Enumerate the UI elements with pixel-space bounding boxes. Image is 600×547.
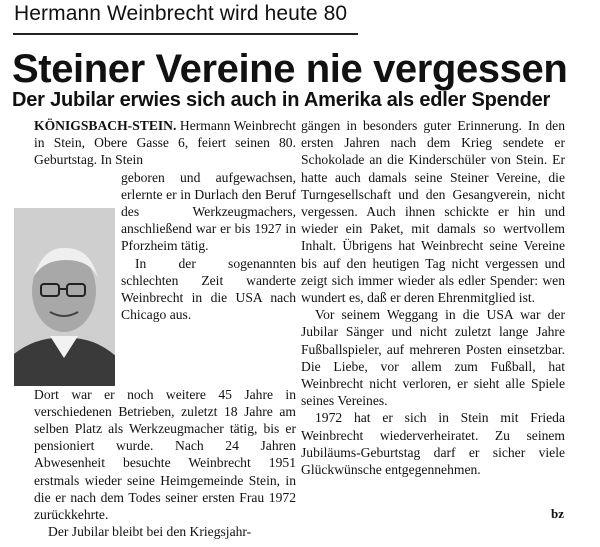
left-p1-wrap: geboren und aufgewachsen, erlernte er in Durlach den Beruf des Werkzeugmachers, anschließend war er bis 1927 in Pforzheim tätig. — [121, 169, 296, 254]
portrait-photo-image — [14, 208, 115, 386]
kicker-underline — [13, 33, 358, 35]
left-p2-wrap: In der sogenannten schlechten Zeit wanderte Weinbrecht in die USA nach Chicago aus. — [121, 255, 296, 323]
article-kicker: Hermann Weinbrecht wird heute 80 — [14, 2, 348, 25]
left-paragraph-1 — [34, 117, 296, 169]
article-column-left — [34, 117, 296, 540]
portrait-photo — [14, 208, 115, 386]
article-headline: Steiner Vereine nie vergessen — [12, 47, 568, 91]
author-byline: bz — [551, 506, 564, 521]
dateline: KÖNIGSBACH-STEIN. — [34, 118, 177, 133]
right-paragraph-3: 1972 hat er sich in Stein mit Frieda Weinbrecht wiederverheiratet. Zu seinem Jubiläums-Geburtstag darf er sicher viele Glückwünsche entgegennehmen. — [301, 410, 565, 478]
article-column-right — [301, 117, 565, 478]
left-paragraph-2-rest: Dort war er noch weitere 45 Jahre in verschiedenen Betrieben, zuletzt 18 Jahre am selben Platz als Werkzeugmacher tätig, bis er pensioniert wurde. Nach 24 Jahren Abwesenheit besuchte Weinbrecht 1951 erstmals wieder seine Heimgemeinde Stein, in die er nach dem Todes seiner ersten Frau 1972 zurückkehrte. — [34, 386, 296, 523]
left-paragraph-3: Der Jubilar bleibt bei den Kriegsjahr- — [48, 524, 252, 540]
article-subheadline: Der Jubilar erwies sich auch in Amerika als edler Spender — [12, 89, 551, 111]
left-p1-lead: Hermann Weinbrecht in Stein, Obere Gasse 6, feiert seinen 80. Geburtstag. In Stein — [34, 118, 296, 168]
right-paragraph-1: gängen in besonders guter Erinnerung. In den ersten Jahren nach dem Krieg sendete er Schokolade an die Kinderschüler von Stein. Er hatte auch damals seine Steiner Vereine, die Turngesellschaft und den Gesangverein, nicht vergessen. Auch ihnen schickte er hin und wieder ein Paket, mit damals so wertvollem Inhalt. Übrigens hat Weinbrecht seine Vereine bis auf den heutigen Tag nicht vergessen und zeigt sich immer wieder als edler Spender: wen wundert es, daß er deren Ehrenmitglied ist. — [301, 118, 565, 306]
right-paragraph-2: Vor seinem Weggang in die USA war der Jubilar Sänger und nicht zuletzt lange Jahre Fußballspieler, auf mehreren Posten einsetzbar. Die Liebe, vor allem zum Fußball, hat Weinbrecht nicht verloren, er sieht alle Spiele seines Vereines. — [301, 307, 565, 409]
